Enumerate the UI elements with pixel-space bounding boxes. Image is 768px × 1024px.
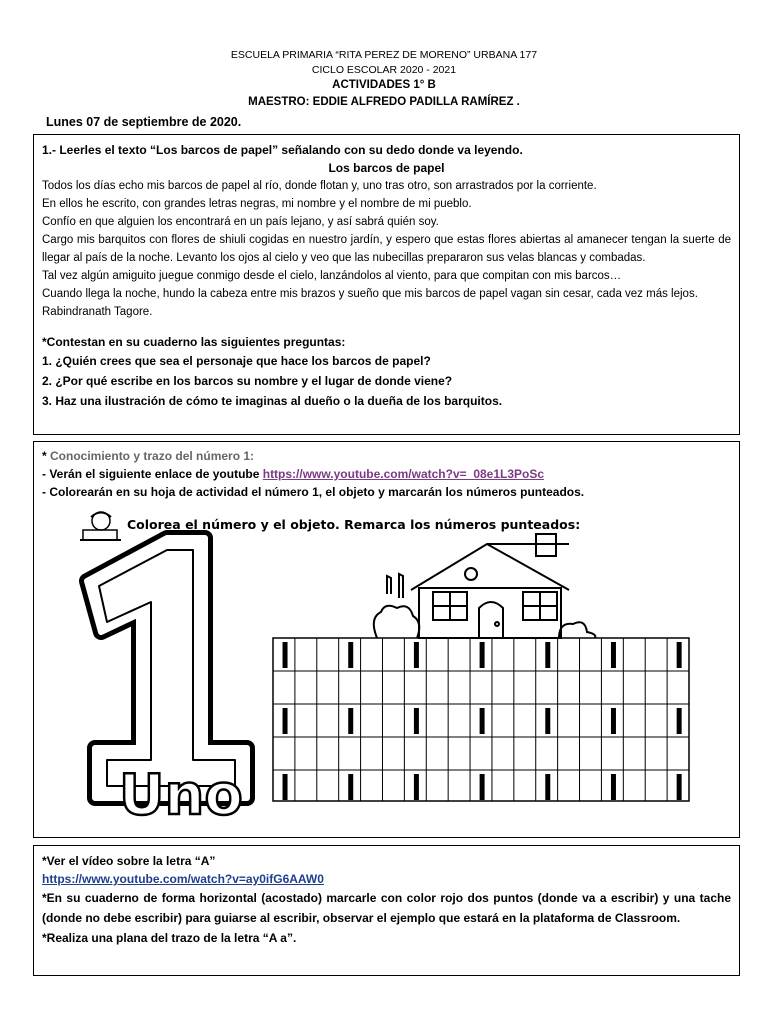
reading-section <box>33 134 740 435</box>
story-paragraph: Tal vez algún amiguito juegue conmigo desde el cielo, lanzándolos al viento, para que compitan con mis barcos… <box>42 270 622 282</box>
reading-instruction: 1.- Leerles el texto “Los barcos de papel” señalando con su dedo donde va leyendo. <box>42 143 523 157</box>
number-word: Uno <box>119 763 243 828</box>
story-author: Rabindranath Tagore. <box>42 306 153 318</box>
story-paragraph: Cargo mis barquitos con flores de shiuli cogidas en nuestro jardín, y espero que estas flores abiertas al amanecer tengan la suerte de llegar al país de la noche. Levanto los ojos al cielo y veo que las nubecillas prepararon sus velas blancas y combadas. <box>42 234 731 264</box>
question-item: 1. ¿Quién crees que sea el personaje que hace los barcos de papel? <box>42 354 431 368</box>
tracing-instruction: *Realiza una plana del trazo de la letra “A a”. <box>42 931 297 945</box>
question-item: 3. Haz una ilustración de cómo te imaginas al dueño o la dueña de los barquitos. <box>42 394 503 408</box>
story-paragraph: Confío en que alguien los encontrará en un país lejano, y así sabrá quién soy. <box>42 216 439 228</box>
worksheet-heading: Colorea el número y el objeto. Remarca los números punteados: <box>127 517 581 532</box>
school-cycle: CICLO ESCOLAR 2020 - 2021 <box>311 64 457 76</box>
video-line <box>42 465 731 483</box>
video-line-text: - Verán el siguiente enlace de youtube <box>42 467 263 481</box>
activities-title: ACTIVIDADES 1° B <box>332 79 436 91</box>
letter-section <box>33 845 740 976</box>
questions-intro: *Contestan en su cuaderno las siguientes preguntas: <box>42 335 346 349</box>
letter-youtube-link[interactable]: https://www.youtube.com/watch?v=ay0ifG6AAW0 <box>42 872 324 886</box>
house-icon <box>374 534 596 638</box>
question-item: 2. ¿Por qué escribe en los barcos su nombre y el lugar de donde viene? <box>42 374 453 388</box>
letter-video-line: *Ver el vídeo sobre la letra “A” <box>42 854 216 868</box>
number-topic: Conocimiento y trazo del número 1: <box>50 449 255 463</box>
bullet-star: * <box>42 449 47 463</box>
big-number-one <box>87 538 247 798</box>
coloring-instruction: - Colorearán en su hoja de actividad el número 1, el objeto y marcarán los números punteados. <box>42 485 585 499</box>
child-writing-icon <box>80 512 121 540</box>
school-name: ESCUELA PRIMARIA “RITA PEREZ DE MORENO” URBANA 177 <box>230 49 538 61</box>
teacher-name: MAESTRO: EDDIE ALFREDO PADILLA RAMÍREZ . <box>248 96 520 108</box>
tracing-grid <box>273 638 689 801</box>
story-paragraph: Todos los días echo mis barcos de papel al río, donde flotan y, uno tras otro, son arrastrados por la corriente. <box>42 180 597 192</box>
notebook-instruction: *En su cuaderno de forma horizontal (acostado) marcarle con color rojo dos puntos (donde va a escribir) y una tache (donde no debe escribir) para guiarse al escribir, observar el ejemplo que estará en la plataforma de Classroom. <box>42 891 731 925</box>
number-section-title <box>42 447 731 465</box>
story-paragraph: En ellos he escrito, con grandes letras negras, mi nombre y el nombre de mi pueblo. <box>42 198 472 210</box>
story-title: Los barcos de papel <box>328 161 445 175</box>
story-paragraph: Cuando llega la noche, hundo la cabeza entre mis brazos y sueño que mis barcos de papel vagan sin cesar, cada vez más lejos. <box>42 288 698 300</box>
youtube-link[interactable]: https://www.youtube.com/watch?v=_08e1L3PoSc <box>262 467 545 481</box>
date-line: Lunes 07 de septiembre de 2020. <box>46 115 242 129</box>
worksheet-illustration <box>39 508 699 828</box>
